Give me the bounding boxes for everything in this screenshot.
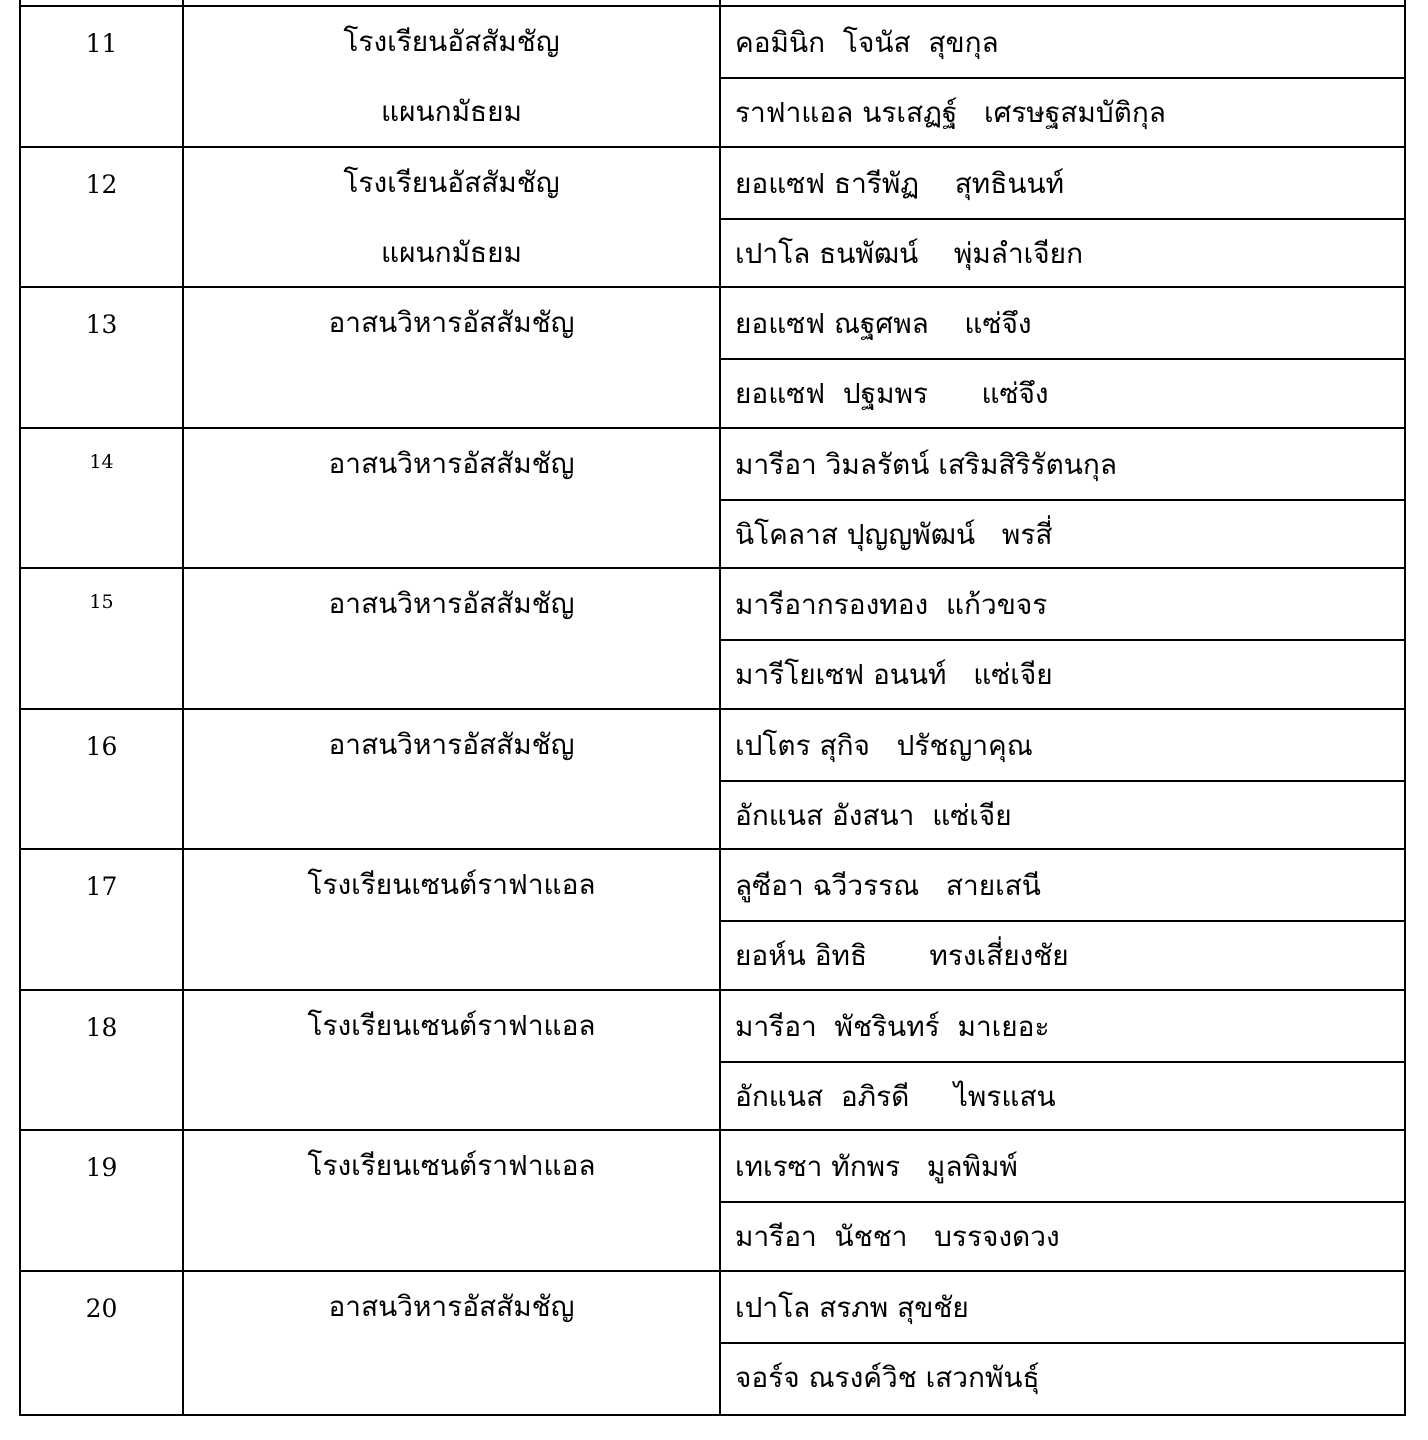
row-number: 11 bbox=[85, 29, 118, 58]
school-name-line: แผนกมัธยม bbox=[381, 235, 522, 269]
student-name: มารีอา วิมลรัตน์ เสริมสิริรัตนกุล bbox=[735, 447, 1118, 481]
row-divider bbox=[721, 920, 1404, 922]
row-divider bbox=[721, 1061, 1404, 1063]
student-name: มารีอากรองทอง แก้วขจร bbox=[735, 588, 1048, 621]
row-divider bbox=[721, 77, 1404, 79]
row-divider bbox=[721, 639, 1404, 641]
school-name bbox=[184, 1009, 719, 1061]
row-number: 19 bbox=[85, 1153, 118, 1182]
row-divider bbox=[721, 358, 1404, 360]
school-name-line: อาสนวิหารอัสสัมชัญ bbox=[328, 727, 575, 761]
row-number: 17 bbox=[85, 872, 118, 901]
school-name-line: โรงเรียนอัสสัมชัญ bbox=[343, 25, 560, 58]
row-number: 14 bbox=[89, 450, 114, 473]
student-name: ยอแซฟ ปฐมพร แซ่จึง bbox=[735, 377, 1049, 410]
school-name bbox=[184, 25, 719, 147]
row-divider bbox=[721, 780, 1404, 782]
school-name bbox=[184, 447, 719, 499]
student-name: ยอห์น อิทธิ ทรงเสี่ยงชัย bbox=[735, 939, 1069, 972]
row-divider bbox=[721, 218, 1404, 220]
table-row bbox=[21, 1270, 1404, 1411]
school-name-line: อาสนวิหารอัสสัมชัญ bbox=[328, 306, 575, 339]
row-divider bbox=[721, 499, 1404, 501]
school-name bbox=[184, 1149, 719, 1201]
table-row bbox=[21, 286, 1404, 427]
row-number: 16 bbox=[85, 731, 118, 761]
row-divider bbox=[721, 1201, 1404, 1203]
student-name: จอร์จ ณรงค์วิช เสวกพันธุ์ bbox=[735, 1360, 1040, 1394]
school-name-line: อาสนวิหารอัสสัมชัญ bbox=[328, 587, 575, 620]
table-row bbox=[21, 146, 1404, 287]
table-row bbox=[21, 567, 1404, 708]
table-row bbox=[21, 708, 1404, 849]
student-name: ยอแซฟ ณฐศพล แซ่จึง bbox=[735, 307, 1032, 340]
school-name-line: แผนกมัธยม bbox=[381, 95, 522, 128]
school-name bbox=[184, 1290, 719, 1342]
school-name-line: โรงเรียนอัสสัมชัญ bbox=[343, 165, 560, 199]
student-name: ราฟาแอล นรเสฏฐ์ เศรษฐสมบัติกุล bbox=[735, 96, 1166, 129]
school-name bbox=[184, 728, 719, 780]
school-name-line: อาสนวิหารอัสสัมชัญ bbox=[328, 446, 575, 480]
student-name: อักแนส อังสนา แซ่เจีย bbox=[735, 798, 1012, 832]
table-row bbox=[21, 848, 1404, 989]
school-name bbox=[184, 587, 719, 639]
school-name bbox=[184, 306, 719, 358]
school-name-line: โรงเรียนเซนต์ราฟาแอล bbox=[307, 868, 596, 901]
student-name: เทเรซา ทักพร มูลพิมพ์ bbox=[735, 1150, 1018, 1183]
student-name: ลูซีอา ฉวีวรรณ สายเสนี bbox=[735, 869, 1041, 902]
student-name: อักแนส อภิรดี ไพรแสน bbox=[735, 1079, 1056, 1113]
school-name bbox=[184, 166, 719, 288]
student-name: เปาโล ธนพัฒน์ พุ่มลำเจียก bbox=[735, 236, 1084, 270]
student-name: เปาโล สรภพ สุขชัย bbox=[735, 1290, 969, 1324]
student-table bbox=[19, 0, 1406, 1416]
student-name: มารีอา พัชรินทร์ มาเยอะ bbox=[735, 1009, 1050, 1043]
row-number: 13 bbox=[85, 310, 118, 339]
student-name: เปโตร สุกิจ ปรัชญาคุณ bbox=[735, 728, 1033, 762]
row-divider bbox=[721, 1342, 1404, 1344]
row-number: 20 bbox=[85, 1293, 118, 1323]
student-name: คอมินิก โจนัส สุขกุล bbox=[735, 26, 999, 59]
school-name-line: โรงเรียนเซนต์ราฟาแอล bbox=[307, 1008, 596, 1042]
student-name: ยอแซฟ ธารีพัฏ สุทธินนท์ bbox=[735, 166, 1065, 200]
student-name: นิโคลาส ปุญญพัฒน์ พรสี่ bbox=[735, 517, 1053, 551]
table-row bbox=[21, 5, 1404, 146]
table-row bbox=[21, 1129, 1404, 1270]
table-row bbox=[21, 989, 1404, 1130]
row-number: 18 bbox=[85, 1012, 118, 1042]
row-number: 12 bbox=[85, 169, 118, 199]
table-row bbox=[21, 427, 1404, 568]
school-name-line: อาสนวิหารอัสสัมชัญ bbox=[328, 1289, 575, 1323]
student-name: มารีโยเซฟ อนนท์ แซ่เจีย bbox=[735, 658, 1053, 691]
school-name bbox=[184, 868, 719, 920]
school-name-line: โรงเรียนเซนต์ราฟาแอล bbox=[307, 1149, 596, 1182]
row-number: 15 bbox=[89, 591, 114, 613]
student-name: มารีอา นัชชา บรรจงดวง bbox=[735, 1220, 1060, 1253]
